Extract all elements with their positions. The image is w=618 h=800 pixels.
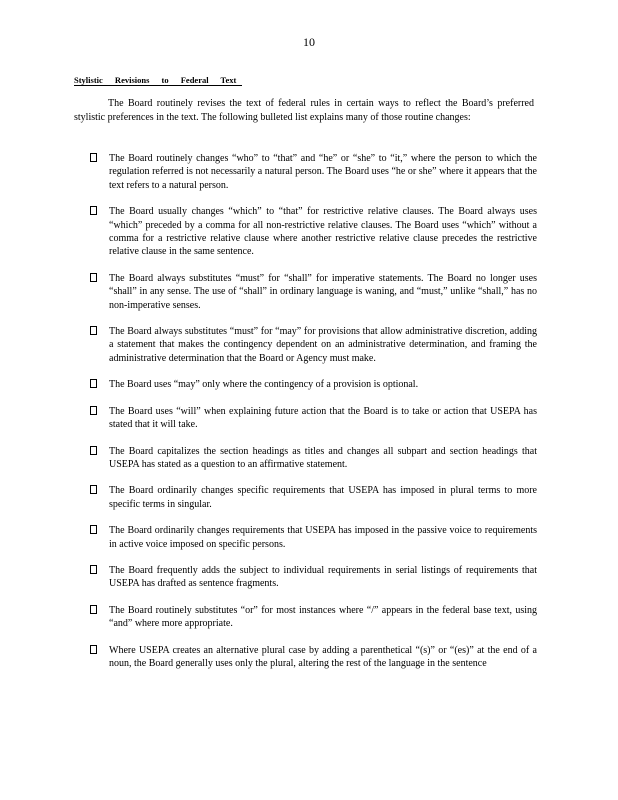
list-item <box>0 378 618 391</box>
style-changes-list <box>0 152 618 683</box>
bullet-box-icon <box>90 153 97 162</box>
list-item-text: The Board uses “will” when explaining future action that the Board is to take or action that USEPA has stated that it will take. <box>109 405 537 431</box>
list-item <box>0 524 618 551</box>
list-item-text: The Board ordinarily changes requirements that USEPA has imposed in the passive voice to requirements in active voice imposed on specific persons. <box>109 525 537 550</box>
bullet-box-icon <box>90 525 97 534</box>
bullet-box-icon <box>90 406 97 415</box>
page-number: 10 <box>303 35 315 49</box>
bullet-box-icon <box>90 645 97 654</box>
bullet-box-icon <box>90 446 97 455</box>
list-item-text: The Board always substitutes “must” for “shall” for imperative statements. The Board no longer uses “shall” in any sense. The use of “shall” in ordinary language is waning, and “must,” unlike “shall,” has no non-imperative senses. <box>109 272 537 311</box>
list-item-text: The Board frequently adds the subject to individual requirements in serial listings of requirements that USEPA has drafted as sentence fragments. <box>109 564 537 590</box>
intro-paragraph: The Board routinely revises the text of federal rules in certain ways to reflect the Board’s preferred stylistic preferences in the text. The following bulleted list explains many of those routine changes: <box>74 98 534 123</box>
bullet-box-icon <box>90 485 97 494</box>
list-item-text: The Board always substitutes “must” for “may” for provisions that allow administrative discretion, adding a statement that makes the contingency dependent on an administrative determination, and framing the administrative determination that the Board or Agency must make. <box>109 326 537 364</box>
list-item <box>0 205 618 259</box>
bullet-box-icon <box>90 326 97 335</box>
list-item-text: The Board usually changes “which” to “that” for restrictive relative clauses. The Board always uses “which” preceded by a comma for all non-restrictive relative clauses. The Board uses “which” without a comma for a restrictive relative clause where another restrictive relative clause precedes the restrictive relative clause in the same sentence. <box>109 206 537 258</box>
list-item-text: Where USEPA creates an alternative plural case by adding a parenthetical “(s)” or “(es)” at the end of a noun, the Board generally uses only the plural, altering the rest of the language in the sentence <box>109 644 537 669</box>
list-item <box>0 604 618 631</box>
list-item <box>0 564 618 591</box>
list-item-text: The Board uses “may” only where the contingency of a provision is optional. <box>109 379 419 391</box>
list-item-text: The Board routinely substitutes “or” for most instances where “/” appears in the federal base text, using “and” where more appropriate. <box>109 604 537 630</box>
list-item-text: The Board capitalizes the section headings as titles and changes all subpart and section headings that USEPA has stated as a question to an affirmative statement. <box>109 445 537 470</box>
bullet-box-icon <box>90 379 97 388</box>
list-item <box>0 152 618 192</box>
list-item <box>0 484 618 511</box>
list-item <box>0 405 618 432</box>
bullet-box-icon <box>90 565 97 574</box>
list-item-text: The Board ordinarily changes specific requirements that USEPA has imposed in plural terms to more specific terms in singular. <box>109 485 537 510</box>
bullet-box-icon <box>90 605 97 614</box>
list-item <box>0 325 618 365</box>
list-item <box>0 644 618 671</box>
bullet-box-icon <box>90 206 97 215</box>
list-item <box>0 272 618 312</box>
list-item-text: The Board routinely changes “who” to “that” and “he” or “she” to “it,” where the person to which the regulation referred is not necessarily a natural person. The Board uses “he or she” where it appears that the text refers to a natural person. <box>109 153 537 191</box>
bullet-box-icon <box>90 273 97 282</box>
list-item <box>0 445 618 472</box>
section-heading: Stylistic Revisions to Federal Text <box>74 75 242 86</box>
